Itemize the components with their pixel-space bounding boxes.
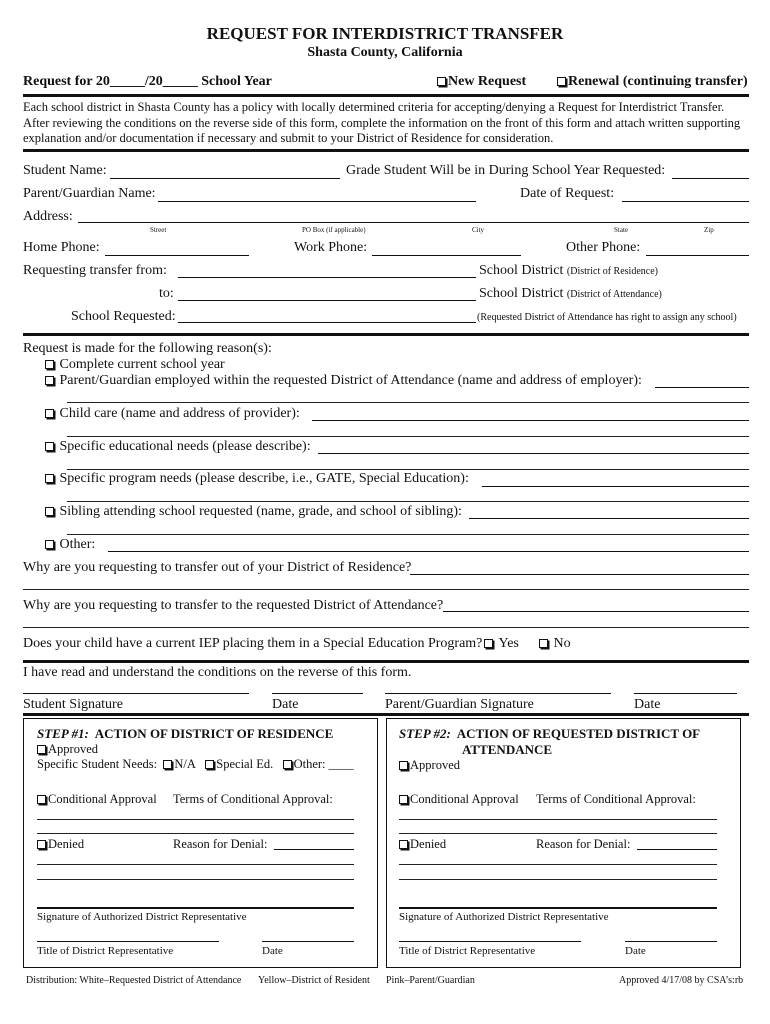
reason-child-care[interactable]: Child care (name and address of provider): (45, 406, 300, 422)
date-of-request-field[interactable] (622, 201, 749, 202)
parent-signature-label: Parent/Guardian Signature (385, 697, 534, 712)
step2-terms-line-1[interactable] (399, 819, 717, 820)
step1-na-checkbox[interactable] (163, 760, 172, 769)
address-city-hint: City (472, 226, 485, 234)
step1-denied-checkbox[interactable] (37, 840, 46, 849)
step2-reason-line-3[interactable] (399, 879, 717, 880)
step1-rep-title-label: Title of District Representative (37, 945, 174, 957)
step2-conditional-checkbox[interactable] (399, 795, 408, 804)
read-understand-statement: I have read and understand the conditions on the reverse of this form. (23, 665, 412, 680)
new-request-option[interactable] (437, 74, 526, 90)
step1-reason-label: Reason for Denial: (173, 837, 268, 851)
address-street-hint: Street (150, 226, 167, 234)
form-subtitle: Shasta County, California (307, 45, 463, 60)
student-name-field[interactable] (110, 178, 340, 179)
student-date-label: Date (272, 697, 299, 712)
renewal-option[interactable] (557, 74, 748, 90)
new-request-label: New Request (448, 74, 527, 89)
step2-signature-field[interactable] (399, 907, 717, 909)
step2-approved[interactable]: Approved (399, 758, 460, 773)
school-requested-note: (Requested District of Attendance has right to assign any school) (477, 312, 737, 323)
parent-name-field[interactable] (158, 201, 476, 202)
intro-divider (23, 149, 749, 152)
request-for-school-year[interactable]: Request for 20_____/20_____ School Year (23, 74, 272, 89)
reason-program-line-2[interactable] (67, 501, 749, 502)
step1-approved[interactable]: Approved (37, 742, 98, 757)
reason-child-care-line-2[interactable] (67, 436, 749, 437)
step2-date-label: Date (625, 945, 646, 957)
transfer-to-label: to: (159, 286, 174, 301)
footer-approved: Approved 4/17/08 by CSA’s:rb (619, 975, 744, 986)
footer-pink: Pink–Parent/Guardian (386, 975, 475, 986)
step1-reason-field[interactable] (274, 849, 354, 850)
step2-approved-checkbox[interactable] (399, 761, 408, 770)
step1-conditional-checkbox[interactable] (37, 795, 46, 804)
question-iep: Does your child have a current IEP placing them in a Special Education Program? (23, 636, 483, 651)
form-title: REQUEST FOR INTERDISTRICT TRANSFER (206, 24, 564, 43)
header-divider (23, 94, 749, 97)
reason-child-care-checkbox[interactable] (45, 409, 54, 418)
step1-signature-field[interactable] (37, 907, 354, 909)
student-date-field[interactable] (272, 693, 363, 694)
student-signature-field[interactable] (23, 693, 249, 694)
school-requested-field[interactable] (178, 322, 476, 323)
address-zip-hint: Zip (704, 226, 714, 234)
reason-complete-year-checkbox[interactable] (45, 360, 54, 369)
reason-sibling-line-2[interactable] (67, 534, 749, 535)
step2-rep-title-field[interactable] (399, 941, 581, 942)
new-request-checkbox[interactable] (437, 77, 446, 86)
reason-educational-field[interactable] (318, 453, 749, 454)
reason-sibling-field[interactable] (469, 518, 749, 519)
step1-denied[interactable]: Denied (37, 837, 84, 852)
home-phone-field[interactable] (105, 255, 249, 256)
reason-educational[interactable]: Specific educational needs (please describe): (45, 439, 311, 455)
step2-signature-label: Signature of Authorized District Representative (399, 911, 609, 923)
info-divider (23, 333, 749, 336)
parent-signature-field[interactable] (385, 693, 611, 694)
step2-reason-field[interactable] (637, 849, 717, 850)
renewal-label: Renewal (continuing transfer) (568, 74, 748, 89)
reason-employed-line-2[interactable] (67, 402, 749, 403)
student-signature-label: Student Signature (23, 697, 123, 712)
reason-sibling[interactable]: Sibling attending school requested (name, grade, and school of sibling): (45, 504, 462, 520)
step1-other-checkbox[interactable] (283, 760, 292, 769)
grade-label: Grade Student Will be in During School Year Requested: (346, 163, 666, 178)
step1-terms-label: Terms of Conditional Approval: (173, 792, 333, 806)
question-out-of-residence: Why are you requesting to transfer out of your District of Residence? (23, 560, 412, 575)
parent-name-label: Parent/Guardian Name: (23, 186, 156, 201)
reason-employed-checkbox[interactable] (45, 376, 54, 385)
step2-terms-label: Terms of Conditional Approval: (536, 792, 696, 806)
reason-other[interactable]: Other: (45, 537, 95, 553)
iep-no-option[interactable]: No (539, 636, 571, 652)
school-requested-label: School Requested: (71, 309, 176, 324)
answer-to-attendance-line-2[interactable] (23, 627, 749, 628)
step1-title: STEP #1: ACTION OF DISTRICT OF RESIDENCE (37, 726, 334, 741)
reason-program[interactable]: Specific program needs (please describe, i.e., GATE, Special Education): (45, 471, 469, 487)
question-to-attendance: Why are you requesting to transfer to the requested District of Attendance? (23, 598, 444, 613)
step1-reason-line-3[interactable] (37, 879, 354, 880)
work-phone-field[interactable] (372, 255, 521, 256)
footer-distribution: Distribution: White–Requested District of Attendance (26, 975, 242, 986)
step2-reason-line-2[interactable] (399, 864, 717, 865)
step2-title-line-2: ATTENDANCE (462, 742, 553, 757)
reason-employed[interactable]: Parent/Guardian employed within the requested District of Attendance (name and address of employer): (45, 373, 642, 389)
reason-other-checkbox[interactable] (45, 540, 54, 549)
reason-educational-checkbox[interactable] (45, 442, 54, 451)
address-label: Address: (23, 209, 73, 224)
step1-special-ed-checkbox[interactable] (205, 760, 214, 769)
step1-reason-line-2[interactable] (37, 864, 354, 865)
reason-other-field[interactable] (108, 551, 749, 552)
parent-date-label: Date (634, 697, 661, 712)
step1-terms-line-2[interactable] (37, 833, 354, 834)
step1-rep-title-field[interactable] (37, 941, 219, 942)
reasons-intro: Request is made for the following reason(s): (23, 341, 272, 356)
address-state-hint: State (614, 226, 628, 234)
step1-signature-label: Signature of Authorized District Representative (37, 911, 247, 923)
reason-employed-field[interactable] (655, 387, 749, 388)
transfer-from-label: Requesting transfer from: (23, 263, 167, 278)
other-phone-field[interactable] (646, 255, 749, 256)
grade-field[interactable] (672, 178, 749, 179)
step2-date-field[interactable] (625, 941, 717, 942)
work-phone-label: Work Phone: (294, 240, 368, 255)
step2-terms-line-2[interactable] (399, 833, 717, 834)
step2-denied[interactable]: Denied (399, 837, 446, 852)
address-field[interactable] (78, 222, 749, 223)
answer-out-of-residence-field[interactable] (410, 574, 749, 575)
step1-needs: Specific Student Needs: N/A Special Ed. Other: ____ (37, 757, 354, 771)
reason-educational-line-2[interactable] (67, 469, 749, 470)
address-pobox-hint: PO Box (if applicable) (302, 226, 366, 234)
answer-to-attendance-field[interactable] (443, 611, 749, 612)
parent-date-field[interactable] (634, 693, 737, 694)
iep-yes-checkbox[interactable] (484, 639, 493, 648)
reason-child-care-field[interactable] (312, 420, 749, 421)
transfer-to-field[interactable] (178, 300, 476, 301)
step1-terms-line-1[interactable] (37, 819, 354, 820)
questions-divider (23, 660, 749, 663)
step2-rep-title-label: Title of District Representative (399, 945, 536, 957)
date-of-request-label: Date of Request: (520, 186, 615, 201)
reason-program-checkbox[interactable] (45, 474, 54, 483)
home-phone-label: Home Phone: (23, 240, 100, 255)
transfer-from-field[interactable] (178, 277, 476, 278)
reason-program-field[interactable] (482, 486, 749, 487)
reason-complete-year[interactable]: Complete current school year (45, 357, 225, 373)
student-name-label: Student Name: (23, 163, 107, 178)
step1-date-label: Date (262, 945, 283, 957)
iep-yes-option[interactable]: Yes (484, 636, 519, 652)
footer-yellow: Yellow–District of Resident (258, 975, 370, 986)
step2-reason-label: Reason for Denial: (536, 837, 631, 851)
renewal-checkbox[interactable] (557, 77, 566, 86)
signatures-divider (23, 713, 749, 716)
school-district-from-label: School District (District of Residence) (479, 263, 658, 278)
answer-out-of-residence-line-2[interactable] (23, 589, 749, 590)
step1-approved-checkbox[interactable] (37, 745, 46, 754)
other-phone-label: Other Phone: (566, 240, 641, 255)
intro-paragraph: Each school district in Shasta County has a policy with locally determined criteria for accepting/denying a Request for Interdistrict Transfer. After reviewing the conditions on the reverse side of this form, complete the information on the front of this form and attach written supporting explanation and/or documentation if necessary and submit to your District of Residence for consideration. (23, 100, 741, 145)
reason-sibling-checkbox[interactable] (45, 507, 54, 516)
iep-no-checkbox[interactable] (539, 639, 548, 648)
step2-conditional[interactable]: Conditional Approval (399, 792, 519, 807)
step1-conditional[interactable]: Conditional Approval (37, 792, 157, 807)
step2-title: STEP #2: ACTION OF REQUESTED DISTRICT OF (399, 726, 701, 741)
step2-denied-checkbox[interactable] (399, 840, 408, 849)
step1-date-field[interactable] (262, 941, 354, 942)
school-district-to-label: School District (District of Attendance) (479, 286, 662, 301)
